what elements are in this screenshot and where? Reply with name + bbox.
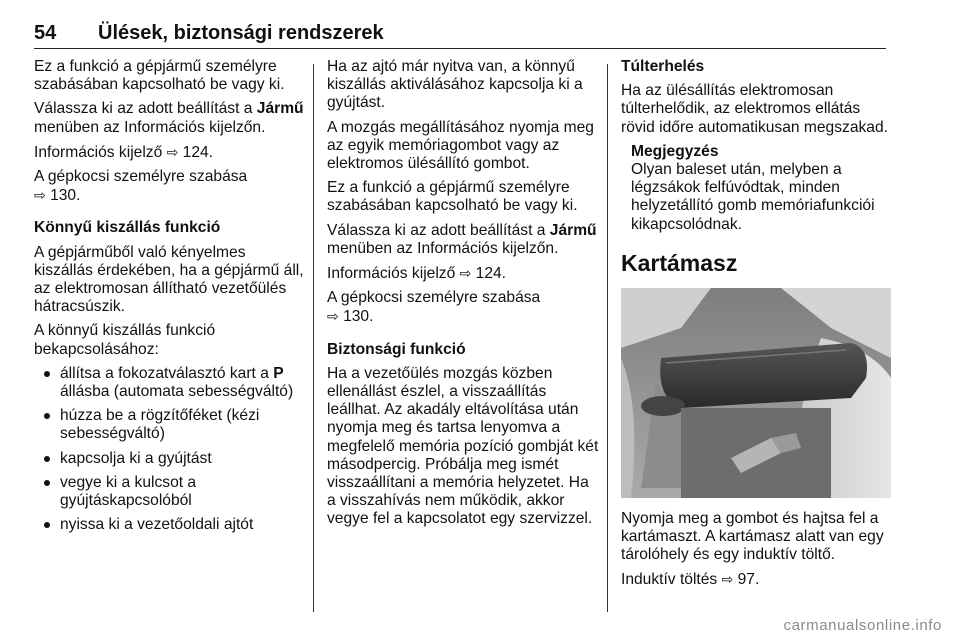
cross-reference xyxy=(34,143,304,162)
paragraph: Ha az ajtó már nyitva van, a könnyű kiszállás aktiválásához kapcsolja ki a gyújtást. xyxy=(327,58,583,112)
section-heading: Kartámasz xyxy=(621,249,738,276)
column-1 xyxy=(34,58,304,540)
arrow-reference-icon: ⇨ xyxy=(327,308,339,325)
page-ref: 97. xyxy=(733,571,760,589)
page-header xyxy=(34,22,886,49)
text: menüben az Információs kijelzőn. xyxy=(34,118,266,136)
subheading: Könnyű kiszállás funkció xyxy=(34,219,221,237)
page-number: 54 xyxy=(34,22,57,44)
text: A gépkocsi személyre szabása xyxy=(34,168,248,186)
paragraph: Ez a funkció a gépjármű személyre szabásában kapcsolható be vagy ki. xyxy=(327,179,578,215)
list-item: kapcsolja ki a gyújtást xyxy=(34,450,304,468)
subheading: Túlterhelés xyxy=(621,58,705,75)
page-ref: 130. xyxy=(338,308,374,326)
page-ref: 124. xyxy=(471,265,507,283)
column-2 xyxy=(327,58,599,535)
cross-reference xyxy=(621,570,891,589)
cross-reference xyxy=(327,289,599,326)
armrest-illustration xyxy=(621,288,891,498)
paragraph: A gépjárműből való kényelmes kiszállás érdekében, ha a gépjármű áll, az elektromosan állítható vezetőülés hátracsúszik. xyxy=(34,243,304,316)
text: Válassza ki az adott beállítást a xyxy=(327,221,550,239)
note-title: Megjegyzés xyxy=(631,142,719,160)
gear-position: P xyxy=(273,364,284,382)
page-ref: 124. xyxy=(178,143,214,161)
cross-reference xyxy=(34,168,304,205)
paragraph xyxy=(327,222,599,258)
text: Információs kijelző xyxy=(34,143,167,161)
arrow-reference-icon: ⇨ xyxy=(721,571,734,588)
column-3 xyxy=(621,58,891,596)
text: Információs kijelző xyxy=(327,265,460,283)
paragraph: Ha az ülésállítás elektromosan túlterhelődik, az elektromos ellátás rövid időre automatikusan megszakad. xyxy=(621,82,888,136)
list-item: vegye ki a kulcsot a gyújtáskapcsolóból xyxy=(34,474,304,510)
text: menüben az Információs kijelzőn. xyxy=(327,239,559,257)
arrow-reference-icon: ⇨ xyxy=(459,265,472,282)
note-box xyxy=(631,143,891,234)
paragraph: Ez a funkció a gépjármű személyre szabásában kapcsolható be vagy ki. xyxy=(34,58,285,94)
text: állítsa a fokozatválasztó kart a xyxy=(60,364,274,382)
paragraph xyxy=(34,100,304,136)
cross-reference xyxy=(327,264,599,283)
arrow-reference-icon: ⇨ xyxy=(166,143,179,160)
text: állásba (automata sebességváltó) xyxy=(60,383,294,401)
list-item xyxy=(34,365,304,401)
menu-name: Jármű xyxy=(256,100,304,118)
arrow-reference-icon: ⇨ xyxy=(34,187,46,204)
note-text: Olyan baleset után, melyben a légzsákok felfúvódtak, minden helyzetállító gomb memóriafunkciói kikapcsolódnak. xyxy=(631,161,875,233)
watermark: carmanualsonline.info xyxy=(783,617,942,634)
page-title: Ülések, biztonsági rendszerek xyxy=(98,22,384,44)
text: A gépkocsi személyre szabása xyxy=(327,289,541,307)
list-item: nyissa ki a vezetőoldali ajtót xyxy=(34,516,304,534)
menu-name: Jármű xyxy=(549,221,597,239)
paragraph: Ha a vezetőülés mozgás közben ellenállást észlel, a visszaállítás leállhat. Az akadály eltávolítása után nyomja meg és tartsa lenyomva a megfelelő memória pozíció gombját két másodpercig. Próbálja meg ismét visszaállítani a memória helyzetet. Ha a visszahívás nem működik, akkor vegye fel a kapcsolatot egy szervizzel. xyxy=(327,364,599,528)
subheading: Biztonsági funkció xyxy=(327,340,466,358)
paragraph: Nyomja meg a gombot és hajtsa fel a kartámaszt. A kartámasz alatt van egy tárolóhely és egy induktív töltő. xyxy=(621,509,884,564)
bullet-list xyxy=(34,365,304,535)
paragraph: A könnyű kiszállás funkció bekapcsolásához: xyxy=(34,322,216,358)
column-divider-1 xyxy=(313,64,314,612)
page-ref: 130. xyxy=(45,187,81,205)
text: Válassza ki az adott beállítást a xyxy=(34,100,257,118)
paragraph: A mozgás megállításához nyomja meg az egyik memóriagombot vagy az elektromos ülésállító gombot. xyxy=(327,118,594,173)
column-divider-2 xyxy=(607,64,608,612)
list-item: húzza be a rögzítőféket (kézi sebességváltó) xyxy=(34,407,304,443)
text: Induktív töltés xyxy=(621,571,722,589)
armrest-photo xyxy=(621,288,891,498)
